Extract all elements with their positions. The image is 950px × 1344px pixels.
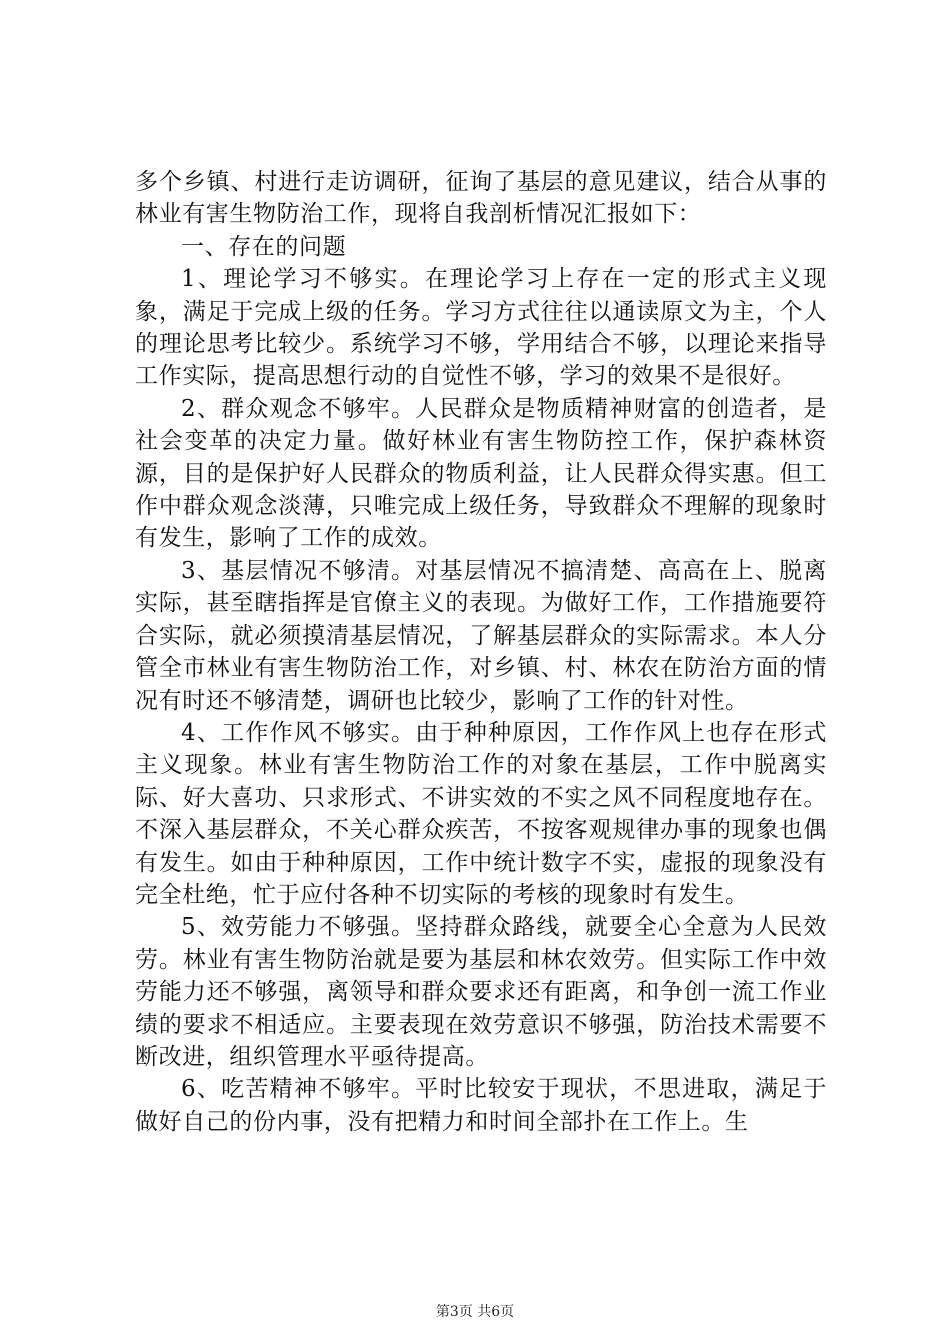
paragraph-item-5: 5、效劳能力不够强。坚持群众路线，就要全心全意为人民效劳。林业有害生物防治就是要为基层和林农效劳。但实际工作中效劳能力还不够强，离领导和群众要求还有距离，和争创一流工作业绩的要求不相适应。主要表现在效劳意识不够强，防治技术需要不断改进，组织管理水平亟待提高。 — [135, 914, 827, 1070]
paragraph-continuation: 多个乡镇、村进行走访调研，征询了基层的意见建议，结合从事的林业有害生物防治工作，现将自我剖析情况汇报如下： — [135, 169, 827, 228]
document-body — [135, 166, 827, 1138]
paragraph-item-3: 3、基层情况不够清。对基层情况不搞清楚、高高在上、脱离实际，甚至瞎指挥是官僚主义的表现。为做好工作，工作措施要符合实际，就必须摸清基层情况，了解基层群众的实际需求。本人分管全市林业有害生物防治工作，对乡镇、村、林农在防治方面的情况有时还不够清楚，调研也比较少，影响了工作的针对性。 — [135, 557, 827, 714]
section-heading: 一、存在的问题 — [181, 233, 347, 260]
paragraph-item-6: 6、吃苦精神不够牢。平时比较安于现状，不思进取，满足于做好自己的份内事，没有把精力和时间全部扑在工作上。生 — [135, 1076, 827, 1135]
paragraph-item-1: 1、理论学习不够实。在理论学习上存在一定的形式主义现象，满足于完成上级的任务。学习方式往往以通读原文为主，个人的理论思考比较少。系统学习不够，学用结合不够，以理论来指导工作实际，提高思想行动的自觉性不够，学习的效果不是很好。 — [135, 266, 827, 390]
page-footer: 第3页 共6页 — [435, 1304, 515, 1320]
paragraph-item-2: 2、群众观念不够牢。人民群众是物质精神财富的创造者，是社会变革的决定力量。做好林业有害生物防控工作，保护森林资源，目的是保护好人民群众的物质利益，让人民群众得实惠。但工作中群众观念淡薄，只唯完成上级任务，导致群众不理解的现象时有发生，影响了工作的成效。 — [135, 395, 827, 552]
paragraph-item-4: 4、工作作风不够实。由于种种原因，工作作风上也存在形式主义现象。林业有害生物防治工作的对象在基层，工作中脱离实际、好大喜功、只求形式、不讲实效的不实之风不同程度地存在。不深入基层群众，不关心群众疾苦，不按客观规律办事的现象也偶有发生。如由于种种原因，工作中统计数字不实，虚报的现象没有完全杜绝，忙于应付各种不切实际的考核的现象时有发生。 — [135, 719, 827, 908]
